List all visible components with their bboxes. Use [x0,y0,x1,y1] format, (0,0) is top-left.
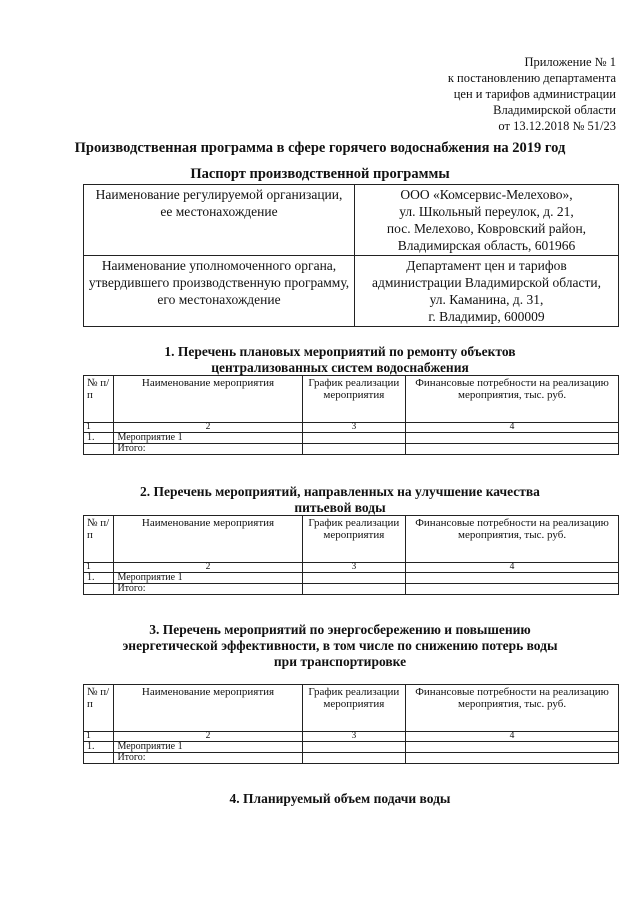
column-number: 4 [406,732,619,742]
section-title [60,622,620,670]
passport-table [83,184,619,327]
row-number [84,584,114,595]
appendix-line: к постановлению департамента [447,71,616,85]
section-title-line: 3. Перечень мероприятий по энергосбережению и повышению [149,622,531,637]
row-schedule [302,753,405,764]
column-number: 4 [406,423,619,433]
header-name: Наименование мероприятия [114,516,302,563]
passport-value-line: ул. Каманина, д. 31, [429,292,544,307]
column-number: 3 [302,732,405,742]
passport-row [84,185,619,256]
header-number: № п/п [84,685,114,732]
column-number: 2 [114,563,302,573]
header-schedule: График реализации мероприятия [302,516,405,563]
passport-value-line: Департамент цен и тарифов [406,258,567,273]
appendix-line: Владимирской области [493,103,616,117]
passport-label: Наименование регулируемой организации, ее местонахождение [84,185,355,256]
appendix-note [448,54,616,134]
header-finance: Финансовые потребности на реализацию мероприятия, тыс. руб. [406,376,619,423]
section-title: 4. Планируемый объем подачи воды [229,791,451,806]
passport-value [355,256,619,327]
row-schedule [302,433,405,444]
column-number-row [84,563,619,573]
section-title-line: питьевой воды [294,500,386,515]
column-number: 4 [406,563,619,573]
row-finance [406,444,619,455]
appendix-line: Приложение № 1 [524,55,616,69]
header-schedule: График реализации мероприятия [302,685,405,732]
total-label: Итого: [114,584,302,595]
section-title-line: при транспортировке [273,654,407,669]
row-number: 1. [84,742,114,753]
section-title [60,344,620,376]
row-finance [406,573,619,584]
total-row [84,444,619,455]
header-name: Наименование мероприятия [114,376,302,423]
passport-label: Наименование уполномоченного органа, утвердившего производственную программу, его местонахождение [84,256,355,327]
row-schedule [302,573,405,584]
column-number: 2 [114,423,302,433]
row-finance [406,742,619,753]
passport-row [84,256,619,327]
section-title-line: 2. Перечень мероприятий, направленных на улучшение качества [140,484,540,499]
row-schedule [302,742,405,753]
table-header-row [84,685,619,732]
table-row [84,742,619,753]
appendix-line: цен и тарифов администрации [453,87,616,101]
header-finance: Финансовые потребности на реализацию мероприятия, тыс. руб. [406,685,619,732]
row-finance [406,584,619,595]
passport-value-line: пос. Мелехово, Ковровский район, [386,221,587,236]
section-title-line: 1. Перечень плановых мероприятий по ремонту объектов [164,344,516,359]
document-title: Производственная программа в сфере горячего водоснабжения на 2019 год [74,140,566,156]
row-number [84,444,114,455]
passport-value-line: администрации Владимирской области, [372,275,601,290]
total-row [84,584,619,595]
row-number: 1. [84,433,114,444]
header-number: № п/п [84,516,114,563]
column-number: 3 [302,563,405,573]
measures-table [83,684,619,764]
column-number: 1 [84,563,114,573]
passport-value-line: г. Владимир, 600009 [428,309,545,324]
row-finance [406,433,619,444]
measures-table [83,515,619,595]
column-number: 1 [84,732,114,742]
row-schedule [302,584,405,595]
section-title-line: энергетической эффективности, в том числе по снижению потерь воды [122,638,558,653]
total-row [84,753,619,764]
section-title-line: централизованных систем водоснабжения [211,360,469,375]
column-number: 1 [84,423,114,433]
table-row [84,433,619,444]
table-row [84,573,619,584]
row-name: Мероприятие 1 [114,573,302,584]
passport-value-line: ул. Школьный переулок, д. 21, [399,204,574,219]
row-name: Мероприятие 1 [114,433,302,444]
measures-table [83,375,619,455]
passport-value [355,185,619,256]
column-number-row [84,423,619,433]
header-schedule: График реализации мероприятия [302,376,405,423]
header-number: № п/п [84,376,114,423]
row-name: Мероприятие 1 [114,742,302,753]
column-number-row [84,732,619,742]
table-header-row [84,376,619,423]
passport-value-line: ООО «Комсервис-Мелехово», [400,187,573,202]
total-label: Итого: [114,444,302,455]
column-number: 3 [302,423,405,433]
passport-title: Паспорт производственной программы [190,166,450,182]
column-number: 2 [114,732,302,742]
row-finance [406,753,619,764]
section-title [60,484,620,516]
header-name: Наименование мероприятия [114,685,302,732]
row-number [84,753,114,764]
header-finance: Финансовые потребности на реализацию мероприятия, тыс. руб. [406,516,619,563]
appendix-line: от 13.12.2018 № 51/23 [498,119,616,133]
passport-value-line: Владимирская область, 601966 [397,238,576,253]
row-schedule [302,444,405,455]
row-number: 1. [84,573,114,584]
table-header-row [84,516,619,563]
total-label: Итого: [114,753,302,764]
